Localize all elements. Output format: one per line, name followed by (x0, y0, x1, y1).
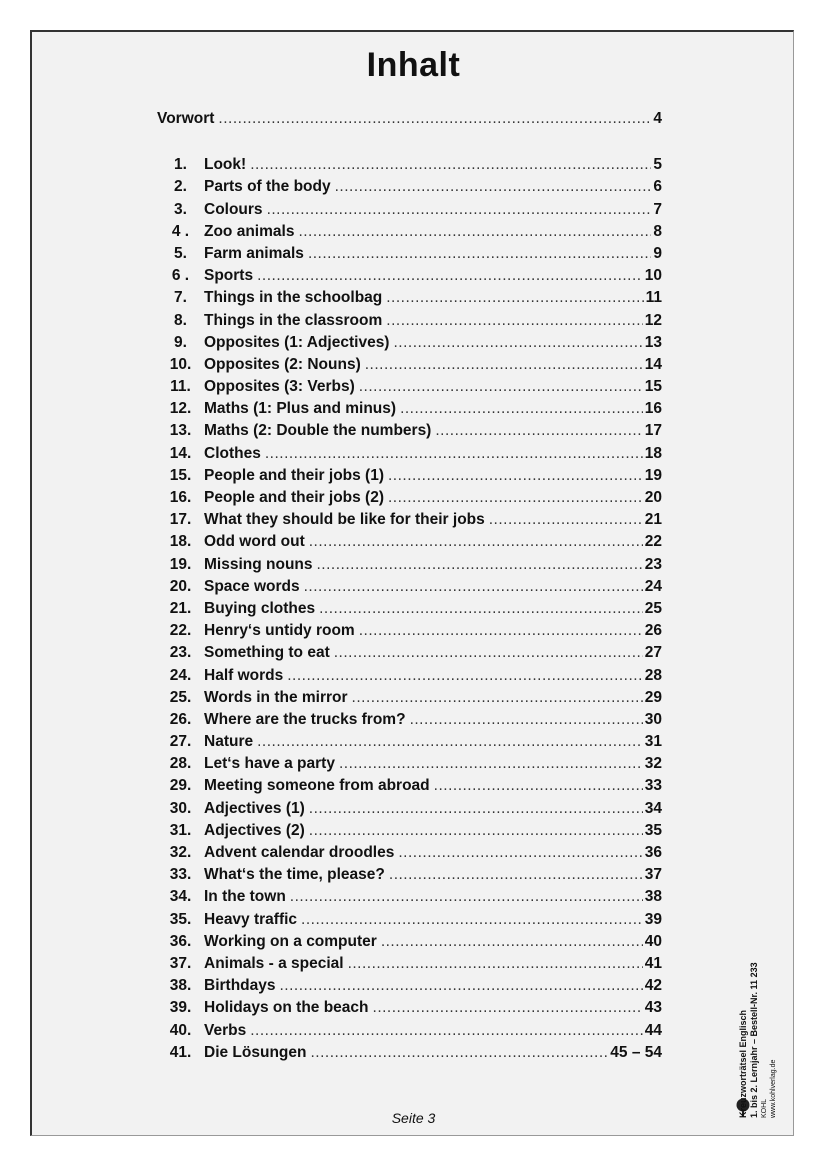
toc-label: What they should be like for their jobs (204, 511, 485, 529)
toc-number: 26. (169, 710, 192, 728)
toc-number: 3. (174, 200, 187, 218)
page-title: Inhalt (366, 46, 461, 84)
toc-label: Things in the classroom (204, 311, 383, 329)
toc-page: 40 (644, 932, 662, 950)
toc-label: What‘s the time, please? (204, 866, 385, 884)
leader-dots (373, 999, 643, 1017)
toc-row (157, 533, 662, 555)
leader-dots (334, 644, 643, 662)
toc-number: 16. (169, 489, 192, 506)
toc-number: 13. (169, 422, 192, 440)
toc-row (157, 822, 662, 844)
toc-label: In the town (204, 888, 286, 906)
toc-preface-row (157, 110, 662, 132)
toc-number: 40. (169, 1021, 192, 1039)
toc-number: 21. (169, 599, 192, 617)
toc-row (157, 733, 662, 755)
leader-dots (348, 955, 643, 973)
toc-page: 7 (653, 200, 662, 218)
toc-row (157, 933, 662, 955)
leader-dots (389, 866, 643, 884)
toc-number: 38. (169, 977, 192, 995)
toc-label: Adjectives (2) (204, 821, 305, 839)
publisher-name: KOHL (761, 1098, 768, 1118)
toc-label: Parts of the body (204, 178, 331, 196)
toc-page: 18 (644, 444, 662, 462)
toc-page: 21 (644, 511, 662, 529)
toc-page: 20 (644, 489, 662, 506)
toc-page: 5 (653, 156, 662, 174)
toc-row (157, 911, 662, 933)
toc-page: 9 (653, 244, 662, 262)
toc-page: 17 (644, 422, 662, 440)
toc-page: 13 (644, 333, 662, 351)
toc-row (157, 511, 662, 533)
toc-number: 27. (169, 733, 192, 751)
leader-dots (386, 312, 642, 330)
toc-number: 23. (169, 644, 192, 662)
leader-dots (386, 289, 643, 307)
leader-dots (250, 156, 651, 174)
toc-page: 33 (644, 777, 662, 795)
toc-label: Holidays on the beach (204, 999, 369, 1017)
toc-row (157, 689, 662, 711)
toc-page: 32 (644, 755, 662, 773)
toc-number: 37. (169, 954, 192, 972)
toc-number: 8. (174, 311, 187, 329)
toc-page: 25 (644, 599, 662, 617)
table-of-contents (157, 110, 662, 1066)
toc-page: 14 (644, 355, 662, 373)
leader-dots (352, 689, 643, 707)
leader-dots (301, 911, 643, 929)
toc-page: 6 (653, 178, 662, 196)
toc-label: Henry‘s untidy room (204, 622, 355, 640)
toc-label: Heavy traffic (204, 910, 298, 928)
toc-row (157, 866, 662, 888)
toc-row (157, 644, 662, 666)
toc-number: 5. (174, 244, 187, 262)
toc-label: Verbs (204, 1021, 247, 1039)
toc-number: 15. (169, 466, 192, 484)
toc-number: 41. (169, 1043, 192, 1061)
toc-page: 19 (644, 466, 662, 484)
toc-label: Missing nouns (204, 555, 313, 573)
toc-number: 2. (174, 178, 187, 196)
toc-number: 1. (174, 156, 187, 174)
toc-label: Opposites (3: Verbs) (204, 378, 355, 396)
toc-number: 14. (169, 444, 192, 462)
leader-dots (388, 467, 643, 485)
toc-number: 4 . (171, 222, 190, 240)
toc-row (157, 888, 662, 910)
toc-number: 18. (169, 533, 192, 551)
leader-dots (308, 245, 651, 263)
leader-dots (257, 267, 643, 285)
page-footer: Seite 3 (391, 1110, 436, 1126)
toc-list (157, 156, 662, 1066)
toc-label: Where are the trucks from? (204, 710, 406, 728)
leader-dots (310, 1044, 608, 1062)
toc-label: People and their jobs (2) (204, 489, 384, 506)
toc-label: Nature (204, 733, 254, 751)
leader-dots (393, 334, 642, 352)
toc-row (157, 178, 662, 200)
toc-row (157, 578, 662, 600)
toc-page: 15 (644, 378, 662, 396)
toc-label: Meeting someone from abroad (204, 777, 430, 795)
toc-page: 36 (644, 844, 662, 861)
publisher-info (738, 858, 778, 1118)
toc-preface-page: 4 (653, 110, 662, 127)
leader-dots (317, 556, 643, 574)
toc-number: 9. (174, 333, 187, 351)
leader-dots (250, 1022, 643, 1040)
toc-page: 35 (644, 821, 662, 839)
toc-label: Clothes (204, 444, 261, 462)
toc-page: 8 (653, 222, 662, 240)
toc-number: 19. (169, 555, 192, 573)
toc-row (157, 445, 662, 467)
leader-dots (339, 755, 643, 773)
leader-dots (257, 733, 643, 751)
toc-page: 44 (644, 1021, 662, 1039)
toc-row (157, 422, 662, 444)
toc-page: 26 (644, 622, 662, 640)
toc-label: Advent calendar droodles (204, 844, 395, 861)
toc-label: Maths (2: Double the numbers) (204, 422, 432, 440)
toc-page: 22 (644, 533, 662, 551)
toc-page: 31 (644, 733, 662, 751)
toc-page: 11 (645, 289, 662, 307)
toc-row (157, 289, 662, 311)
leader-dots (290, 888, 643, 906)
toc-page: 28 (644, 666, 662, 684)
toc-label: Zoo animals (204, 222, 295, 240)
toc-row (157, 356, 662, 378)
toc-number: 31. (169, 821, 192, 839)
toc-number: 36. (169, 932, 192, 950)
toc-label: Birthdays (204, 977, 276, 995)
leader-dots (265, 445, 643, 463)
leader-dots (287, 667, 643, 685)
toc-page: 43 (644, 999, 662, 1017)
leader-dots (359, 378, 643, 396)
toc-row (157, 977, 662, 999)
leader-dots (398, 844, 642, 862)
toc-number: 11. (170, 378, 191, 396)
toc-row (157, 622, 662, 644)
leader-dots (388, 489, 643, 507)
toc-row (157, 711, 662, 733)
toc-page: 10 (644, 267, 662, 285)
leader-dots (410, 711, 643, 729)
toc-number: 12. (169, 400, 192, 418)
toc-page: 45 – 54 (610, 1043, 662, 1061)
toc-number: 33. (169, 866, 192, 884)
toc-number: 34. (169, 888, 192, 906)
leader-dots (309, 800, 643, 818)
toc-row (157, 400, 662, 422)
toc-row (157, 955, 662, 977)
toc-row (157, 467, 662, 489)
leader-dots (298, 223, 651, 241)
toc-label: Adjectives (1) (204, 799, 305, 817)
leader-dots (304, 578, 643, 596)
toc-page: 39 (644, 910, 662, 928)
toc-label: Sports (204, 267, 254, 285)
book-order-info: 1. bis 2. Lernjahr – Bestell-Nr. 11 233 (749, 962, 759, 1118)
toc-label: Buying clothes (204, 599, 316, 617)
toc-label: Look! (204, 156, 247, 174)
toc-label: Half words (204, 666, 284, 684)
toc-number: 7. (174, 289, 187, 307)
toc-label: Something to eat (204, 644, 330, 662)
toc-number: 17. (169, 511, 192, 529)
toc-number: 24. (169, 666, 192, 684)
leader-dots (365, 356, 643, 374)
toc-row (157, 556, 662, 578)
toc-row (157, 378, 662, 400)
toc-label: Die Lösungen (204, 1043, 307, 1061)
toc-page: 37 (644, 866, 662, 884)
toc-page: 41 (644, 954, 662, 972)
toc-label: Space words (204, 577, 300, 595)
toc-page: 38 (644, 888, 662, 906)
toc-page: 16 (644, 400, 662, 418)
toc-row (157, 777, 662, 799)
toc-label: Animals - a special (204, 954, 344, 972)
toc-number: 28. (169, 755, 192, 773)
leader-dots (335, 178, 652, 196)
leader-dots (319, 600, 643, 618)
toc-number: 22. (169, 622, 192, 640)
toc-label: Maths (1: Plus and minus) (204, 400, 397, 418)
toc-number: 32. (169, 844, 192, 861)
toc-label: Let‘s have a party (204, 755, 335, 773)
toc-row (157, 600, 662, 622)
toc-row (157, 334, 662, 356)
toc-row (157, 489, 662, 511)
toc-page: 27 (644, 644, 662, 662)
toc-label: Words in the mirror (204, 688, 348, 706)
toc-label: Opposites (1: Adjectives) (204, 333, 390, 351)
toc-number: 30. (169, 799, 192, 817)
toc-number: 10. (169, 355, 192, 373)
toc-label: Colours (204, 200, 263, 218)
toc-row (157, 800, 662, 822)
toc-label: Odd word out (204, 533, 305, 551)
toc-page: 24 (644, 577, 662, 595)
leader-dots (309, 822, 643, 840)
toc-row (157, 201, 662, 223)
leader-dots (489, 511, 643, 529)
toc-number: 25. (169, 688, 192, 706)
toc-preface-label: Vorwort (157, 110, 215, 127)
book-title: Kreuzworträtsel Englisch (738, 1009, 748, 1118)
toc-page: 34 (644, 799, 662, 817)
leader-dots (359, 622, 643, 640)
toc-row (157, 223, 662, 245)
toc-row (157, 156, 662, 178)
toc-label: Things in the schoolbag (204, 289, 383, 307)
toc-row (157, 1022, 662, 1044)
toc-row (157, 245, 662, 267)
toc-page: 42 (644, 977, 662, 995)
toc-row (157, 755, 662, 777)
toc-row (157, 999, 662, 1021)
toc-label: Farm animals (204, 244, 304, 262)
toc-label: People and their jobs (1) (204, 466, 384, 484)
leader-dots (218, 110, 651, 128)
leader-dots (280, 977, 643, 995)
leader-dots (400, 400, 643, 418)
toc-number: 29. (169, 777, 192, 795)
leader-dots (309, 533, 643, 551)
toc-number: 6 . (171, 267, 190, 285)
toc-row (157, 1044, 662, 1066)
toc-number: 39. (169, 999, 192, 1017)
toc-row (157, 267, 662, 289)
toc-page: 30 (644, 710, 662, 728)
leader-dots (267, 201, 652, 219)
leader-dots (434, 777, 643, 795)
toc-row (157, 667, 662, 689)
toc-page: 12 (644, 311, 662, 329)
publisher-url: www.kohlverlag.de (770, 1059, 777, 1118)
toc-number: 35. (169, 910, 192, 928)
leader-dots (435, 422, 642, 440)
toc-row (157, 844, 662, 866)
toc-row (157, 312, 662, 334)
toc-label: Working on a computer (204, 932, 377, 950)
toc-page: 29 (644, 688, 662, 706)
toc-label: Opposites (2: Nouns) (204, 355, 361, 373)
toc-number: 20. (169, 577, 192, 595)
toc-page: 23 (644, 555, 662, 573)
leader-dots (381, 933, 643, 951)
